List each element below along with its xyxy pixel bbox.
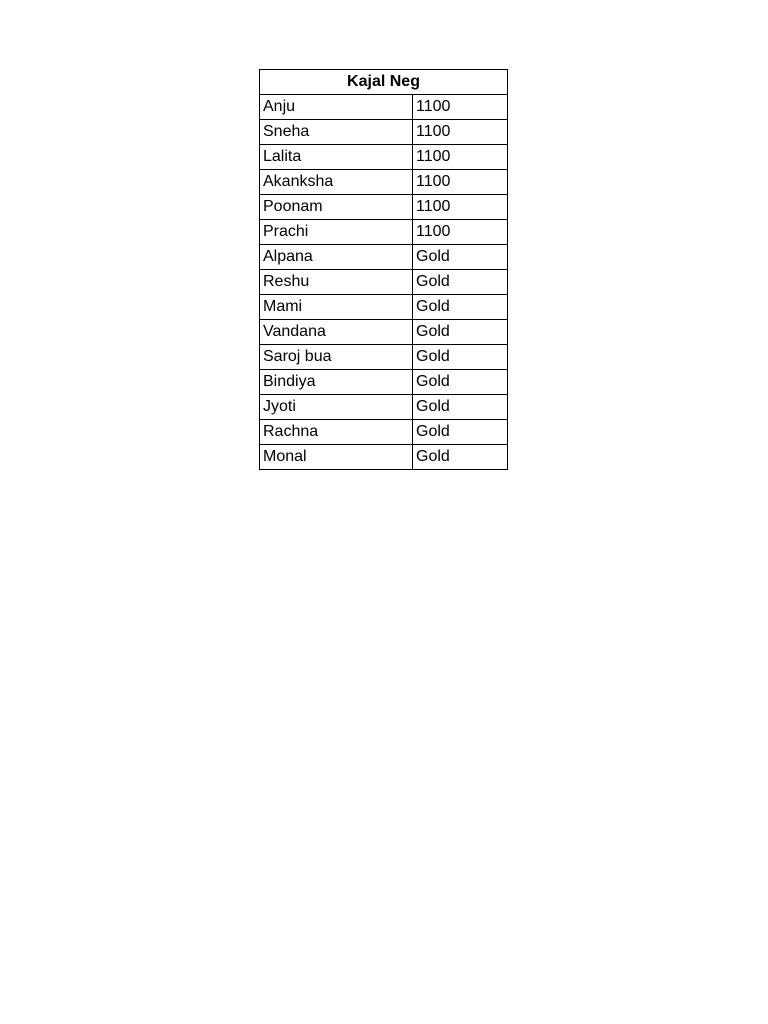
name-cell: Rachna [260,420,413,445]
value-cell: 1100 [413,195,508,220]
value-cell: Gold [413,295,508,320]
table-header-row [260,70,508,95]
table-row [260,320,508,345]
name-cell: Prachi [260,220,413,245]
table-row [260,445,508,470]
value-cell: 1100 [413,170,508,195]
value-cell: 1100 [413,145,508,170]
value-cell: Gold [413,320,508,345]
gift-list-table [259,69,508,470]
table-row [260,395,508,420]
name-cell: Jyoti [260,395,413,420]
table-row [260,295,508,320]
name-cell: Saroj bua [260,345,413,370]
table-row [260,95,508,120]
value-cell: Gold [413,245,508,270]
name-cell: Akanksha [260,170,413,195]
table-row [260,170,508,195]
table-row [260,245,508,270]
table-row [260,120,508,145]
value-cell: Gold [413,345,508,370]
value-cell: 1100 [413,220,508,245]
table-row [260,345,508,370]
table-row [260,145,508,170]
name-cell: Anju [260,95,413,120]
name-cell: Alpana [260,245,413,270]
name-cell: Monal [260,445,413,470]
table-row [260,220,508,245]
value-cell: Gold [413,370,508,395]
name-cell: Poonam [260,195,413,220]
value-cell: Gold [413,445,508,470]
table-row [260,370,508,395]
value-cell: Gold [413,270,508,295]
table-row [260,270,508,295]
name-cell: Vandana [260,320,413,345]
name-cell: Sneha [260,120,413,145]
value-cell: Gold [413,420,508,445]
value-cell: Gold [413,395,508,420]
table-row [260,420,508,445]
name-cell: Mami [260,295,413,320]
value-cell: 1100 [413,120,508,145]
table-title: Kajal Neg [260,70,508,95]
name-cell: Lalita [260,145,413,170]
name-cell: Bindiya [260,370,413,395]
table-row [260,195,508,220]
table-body [260,95,508,470]
value-cell: 1100 [413,95,508,120]
name-cell: Reshu [260,270,413,295]
